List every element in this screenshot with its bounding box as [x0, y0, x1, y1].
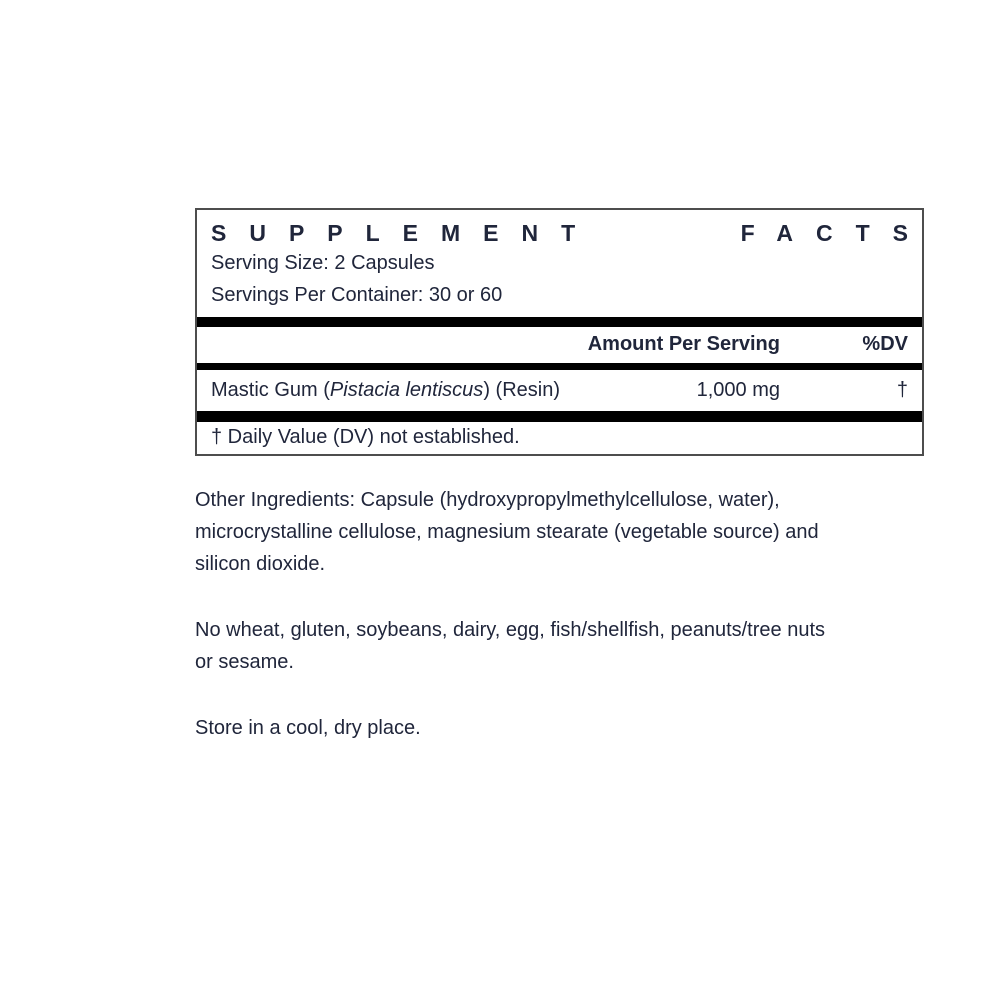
allergen-statement-line: or sesame.: [195, 651, 294, 673]
other-ingredients-line: Other Ingredients: Capsule (hydroxypropylmethylcellulose, water),: [195, 489, 780, 511]
allergen-statement-line: No wheat, gluten, soybeans, dairy, egg, fish/shellfish, peanuts/tree nuts: [195, 619, 825, 641]
serving-size-line: Serving Size: 2 Capsules: [211, 252, 435, 274]
storage-instructions-line: Store in a cool, dry place.: [195, 717, 421, 739]
other-ingredients-line: silicon dioxide.: [195, 553, 326, 575]
panel-title: [211, 219, 931, 247]
column-header-row: [197, 327, 922, 363]
daily-value-footnote: † Daily Value (DV) not established.: [211, 426, 520, 448]
column-header-amount: Amount Per Serving: [587, 333, 780, 355]
column-header-dv: %DV: [862, 333, 908, 355]
ingredient-dv-dagger: †: [896, 379, 908, 401]
ingredient-name: [211, 379, 697, 402]
storage-instructions: [195, 712, 924, 744]
divider-bar-thin: [197, 363, 922, 370]
divider-bar-bottom: [197, 411, 922, 422]
label-content: [195, 208, 931, 744]
panel-title-word-supplement: SUPPLEMENT: [211, 220, 599, 246]
ingredient-name-prefix: Mastic Gum (: [211, 379, 330, 401]
ingredient-amount: 1,000 mg: [696, 379, 780, 401]
panel-title-word-facts: FACTS: [740, 220, 931, 246]
allergen-statement-paragraph: [195, 614, 924, 678]
other-ingredients-paragraph: [195, 484, 924, 580]
servings-per-container-line: Servings Per Container: 30 or 60: [211, 284, 503, 306]
ingredient-name-species: Pistacia lentiscus: [329, 379, 484, 401]
supplement-facts-panel: [195, 208, 931, 456]
ingredient-name-suffix: ) (Resin): [483, 379, 560, 401]
other-ingredients-line: microcrystalline cellulose, magnesium stearate (vegetable source) and: [195, 521, 819, 543]
panel-header: [197, 210, 931, 317]
ingredient-row: [197, 370, 922, 411]
divider-bar-top: [197, 317, 922, 327]
